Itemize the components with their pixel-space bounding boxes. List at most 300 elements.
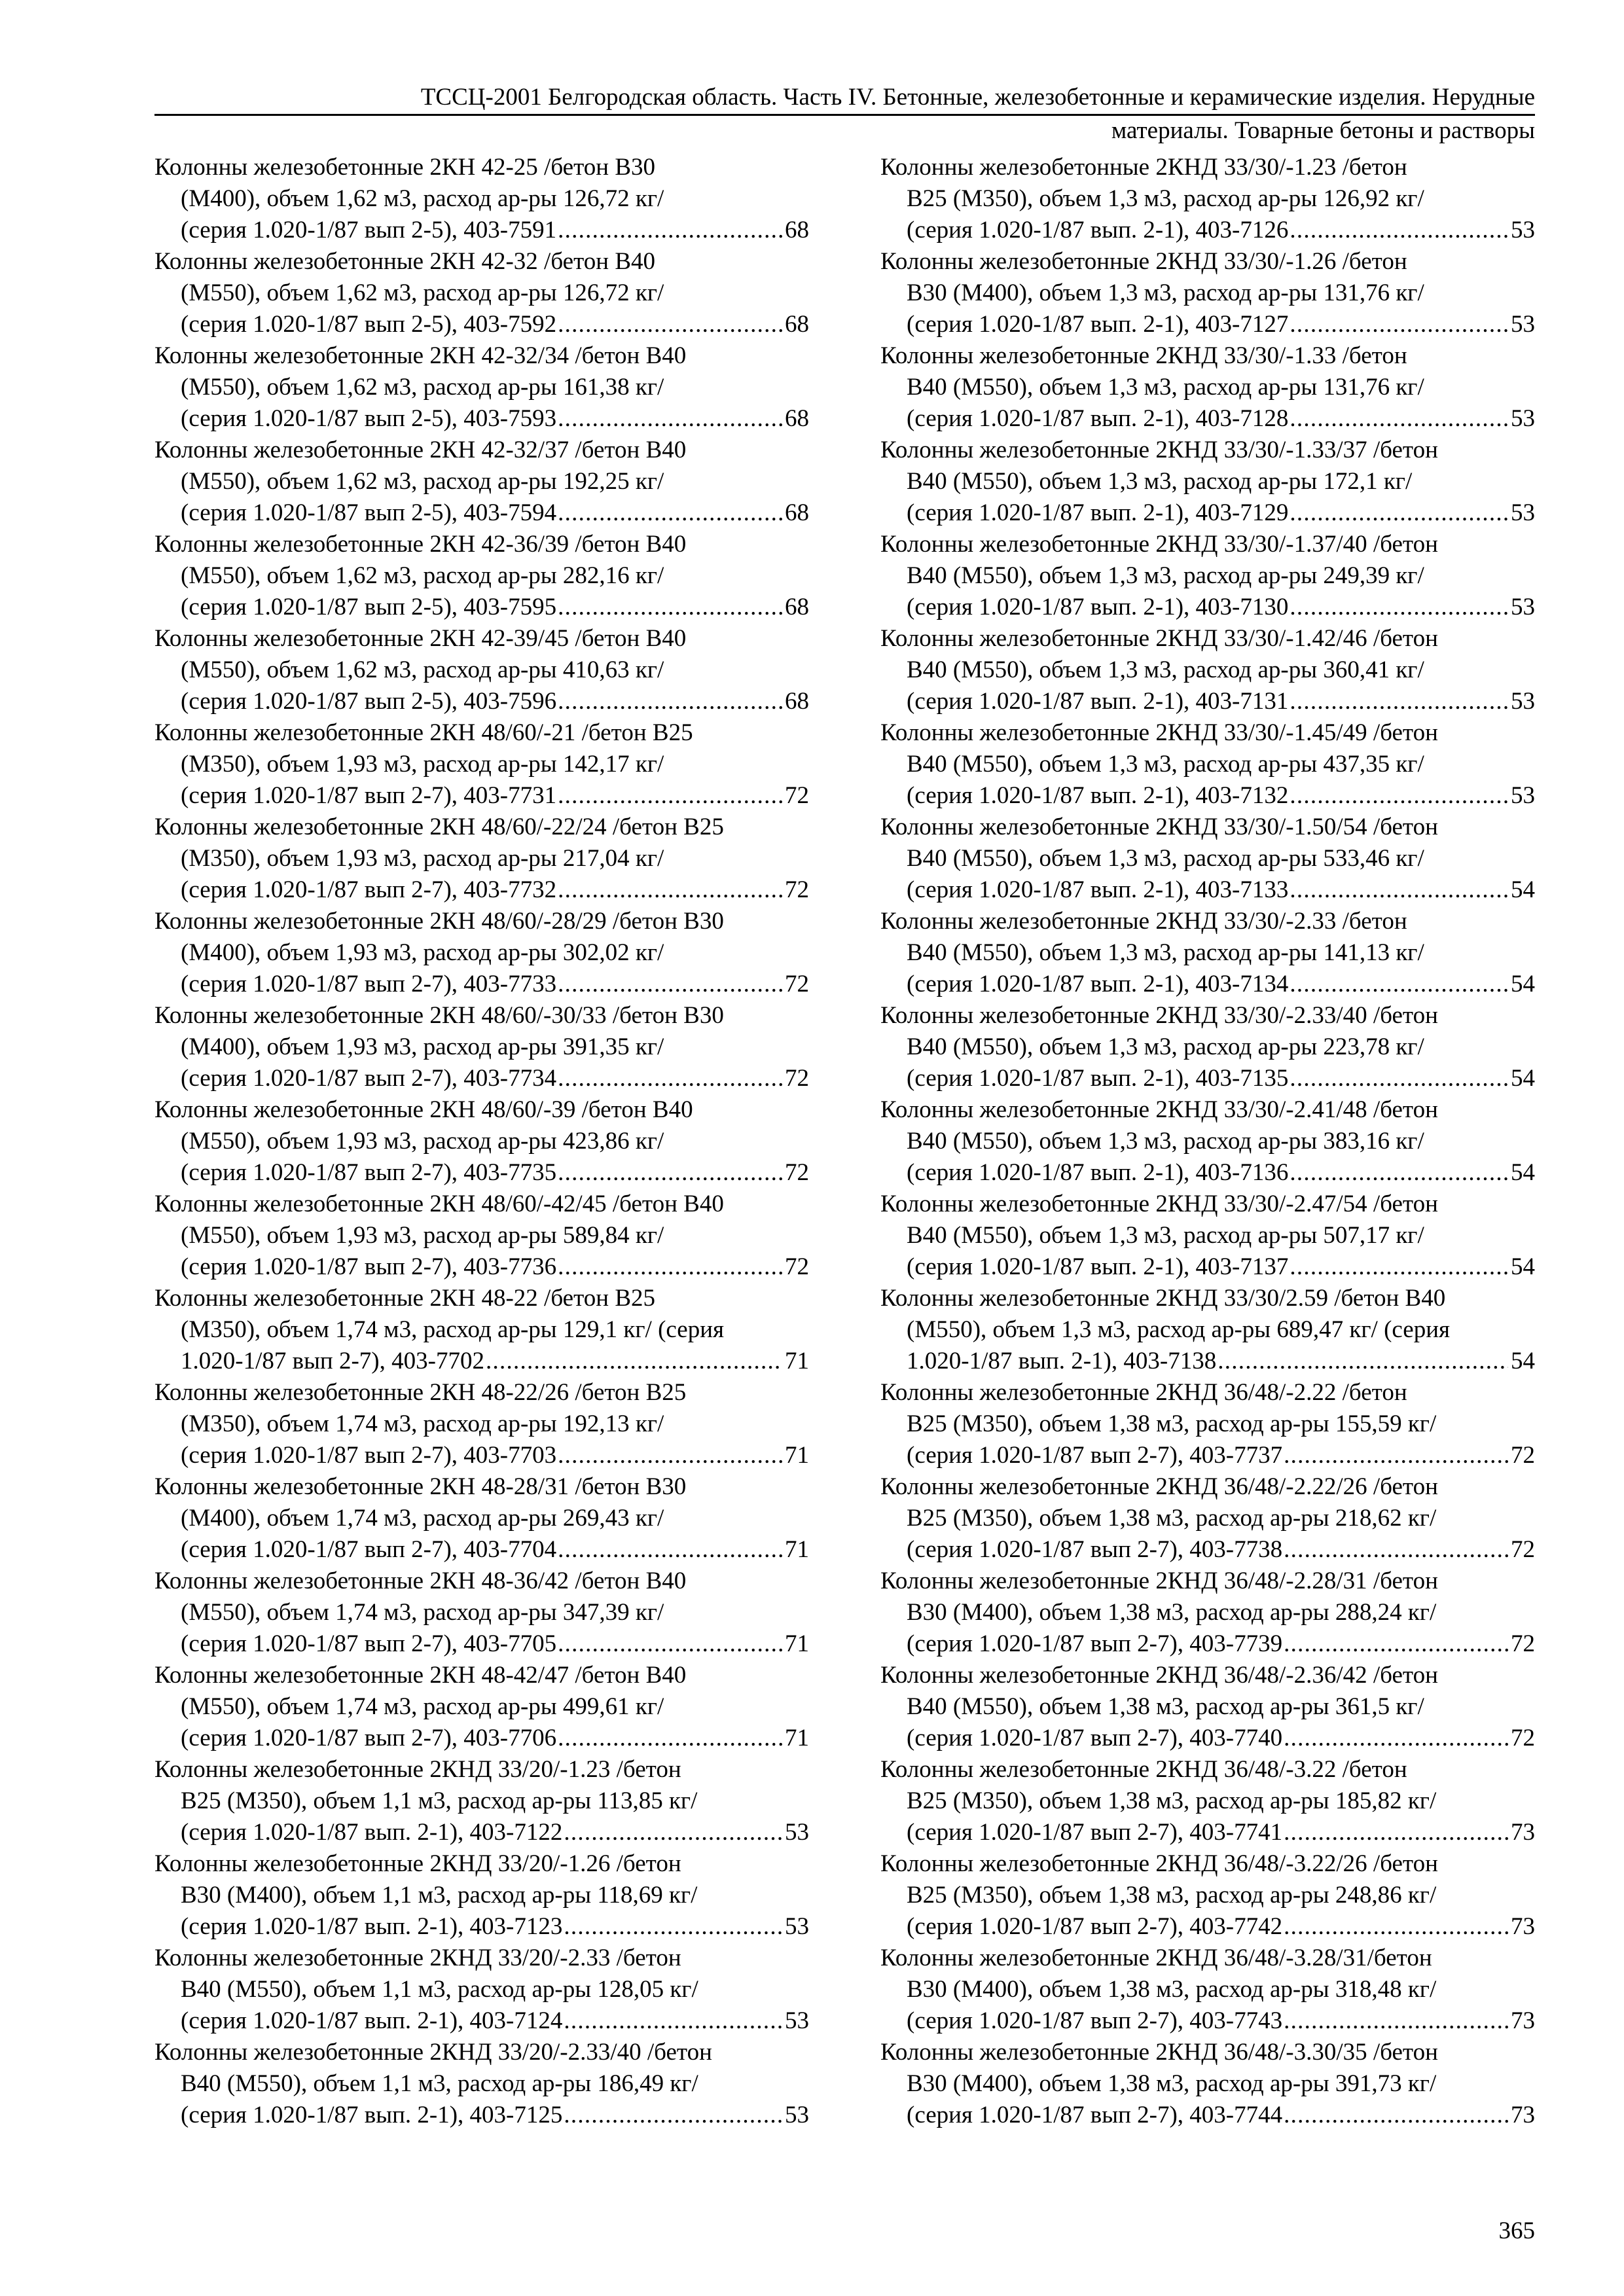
entry-details: (М550), объем 1,62 м3, расход ар-ры 161,38 кг/ [181,374,664,401]
entry-reference-line [880,1157,1535,1189]
dot-leader [558,874,782,906]
entry-reference: (серия 1.020-1/87 вып. 2-1), 403-7137 [907,1253,1289,1280]
dot-leader [558,309,782,340]
entry-details: В40 (М550), объем 1,3 м3, расход ар-ры 172,1 кг/ [907,468,1413,495]
entry-reference: (серия 1.020-1/87 вып 2-7), 403-7742 [907,1913,1283,1940]
entry-page-number[interactable]: 71 [785,1442,809,1469]
entry-details: В40 (М550), объем 1,1 м3, расход ар-ры 128,05 кг/ [181,1976,698,2003]
dot-leader [1284,1723,1508,1754]
entry-reference: (серия 1.020-1/87 вып 2-7), 403-7706 [181,1725,557,1751]
entry-title: Колонны железобетонные 2КНД 33/30/-2.33/40 /бетон [880,1002,1438,1029]
entry-reference: (серия 1.020-1/87 вып 2-7), 403-7744 [907,2102,1283,2128]
dot-leader [1284,1628,1508,1660]
entry-page-number[interactable]: 54 [1511,1159,1535,1186]
dot-leader [558,1251,782,1283]
entry-reference-line [154,1251,809,1283]
entry-title: Колонны железобетонные 2КНД 36/48/-2.36/42 /бетон [880,1662,1438,1689]
entry-title: Колонны железобетонные 2КНД 36/48/-2.28/31 /бетон [880,1568,1438,1594]
entry-reference: (серия 1.020-1/87 вып. 2-1), 403-7135 [907,1065,1289,1092]
dot-leader [558,403,782,435]
entry-details: В40 (М550), объем 1,3 м3, расход ар-ры 383,16 кг/ [907,1128,1424,1155]
entry-reference: (серия 1.020-1/87 вып. 2-1), 403-7123 [181,1913,563,1940]
entry-reference-line [154,592,809,623]
entry-reference: (серия 1.020-1/87 вып 2-7), 403-7738 [907,1536,1283,1563]
entry-reference: (серия 1.020-1/87 вып 2-5), 403-7591 [181,217,557,243]
dot-leader [1284,1440,1508,1471]
entry-reference-line [880,1911,1535,1943]
entry-details: (М400), объем 1,74 м3, расход ар-ры 269,43 кг/ [181,1505,664,1532]
dot-leader [1284,1817,1508,1848]
entry-reference-line [154,2005,809,2037]
dot-leader [1284,2005,1508,2037]
dot-leader [558,1628,782,1660]
entry-title: Колонны железобетонные 2КН 48-42/47 /бетон В40 [154,1662,687,1689]
dot-leader [558,1063,782,1094]
entry-title: Колонны железобетонные 2КНД 33/20/-1.23 /бетон [154,1756,681,1783]
dot-leader [486,1346,782,1377]
index-entry [154,435,809,529]
entry-title: Колонны железобетонные 2КН 48-28/31 /бетон В30 [154,1473,687,1500]
entry-page-number[interactable]: 72 [785,782,809,809]
index-entry [154,1283,809,1377]
entry-reference: (серия 1.020-1/87 вып 2-5), 403-7595 [181,594,557,620]
entry-page-number[interactable]: 68 [785,217,809,243]
entry-reference: (серия 1.020-1/87 вып 2-7), 403-7703 [181,1442,557,1469]
index-entry [154,623,809,717]
index-entry [880,1189,1535,1283]
index-entry [154,812,809,906]
entry-reference-line [880,969,1535,1000]
index-entry [154,1000,809,1094]
entry-page-number[interactable]: 72 [785,876,809,903]
entry-reference-line [154,1723,809,1754]
entry-reference-line [880,497,1535,529]
dot-leader [1290,1251,1508,1283]
index-entry [154,1189,809,1283]
entry-details: (М350), объем 1,93 м3, расход ар-ры 142,17 кг/ [181,751,664,778]
entry-reference: (серия 1.020-1/87 вып 2-7), 403-7741 [907,1819,1283,1846]
dot-leader [558,497,782,529]
entry-reference: (серия 1.020-1/87 вып 2-5), 403-7593 [181,405,557,432]
entry-title: Колонны железобетонные 2КНД 36/48/-2.22 /бетон [880,1379,1407,1406]
dot-leader [558,215,782,246]
dot-leader [558,780,782,812]
entry-details: (М550), объем 1,93 м3, расход ар-ры 423,86 кг/ [181,1128,664,1155]
entry-title: Колонны железобетонные 2КН 42-32/34 /бетон В40 [154,342,687,369]
entry-reference-line [154,780,809,812]
entry-details: В30 (М400), объем 1,38 м3, расход ар-ры 391,73 кг/ [907,2070,1437,2097]
entry-page-number[interactable]: 71 [785,1348,809,1374]
dot-leader [558,1723,782,1754]
running-header [154,82,1535,146]
entry-details: В40 (М550), объем 1,3 м3, расход ар-ры 507,17 кг/ [907,1222,1424,1249]
entry-title: Колонны железобетонные 2КНД 36/48/-3.22/26 /бетон [880,1850,1438,1877]
dot-leader [558,1534,782,1566]
entry-reference: (серия 1.020-1/87 вып 2-7), 403-7732 [181,876,557,903]
page-number: 365 [1498,2217,1535,2244]
index-entry [880,340,1535,435]
entry-title: Колонны железобетонные 2КНД 33/30/-1.50/54 /бетон [880,814,1438,840]
entry-details: (М550), объем 1,62 м3, расход ар-ры 410,63 кг/ [181,656,664,683]
entry-page-number[interactable]: 53 [1511,405,1535,432]
dot-leader [1290,497,1508,529]
dot-leader [1290,1157,1508,1189]
entry-details: (М550), объем 1,62 м3, расход ар-ры 282,16 кг/ [181,562,664,589]
entry-reference: 1.020-1/87 вып. 2-1), 403-7138 [907,1348,1217,1374]
entry-page-number[interactable]: 73 [1511,1819,1535,1846]
entry-reference-line [154,1063,809,1094]
entry-reference-line [154,2100,809,2131]
entry-reference-line [880,686,1535,717]
entry-title: Колонны железобетонные 2КНД 33/20/-1.26 /бетон [154,1850,681,1877]
index-entry [154,529,809,623]
entry-reference: (серия 1.020-1/87 вып. 2-1), 403-7127 [907,311,1289,338]
index-entry [880,1471,1535,1566]
index-entry [880,1283,1535,1377]
index-entry [154,1471,809,1566]
index-entry [880,246,1535,340]
dot-leader [564,2005,782,2037]
entry-title: Колонны железобетонные 2КНД 33/30/-1.45/49 /бетон [880,719,1438,746]
entry-title: Колонны железобетонные 2КН 42-25 /бетон В30 [154,154,656,181]
entry-reference-line [154,686,809,717]
index-entry [154,152,809,246]
entry-reference-line [880,1628,1535,1660]
entry-page-number[interactable]: 72 [1511,1442,1535,1469]
entry-page-number[interactable]: 71 [785,1725,809,1751]
entry-title: Колонны железобетонные 2КН 48/60/-42/45 /бетон В40 [154,1191,724,1217]
entry-page-number[interactable]: 53 [1511,311,1535,338]
entry-details: В40 (М550), объем 1,3 м3, расход ар-ры 533,46 кг/ [907,845,1424,872]
entry-title: Колонны железобетонные 2КН 42-39/45 /бетон В40 [154,625,687,652]
entry-reference: (серия 1.020-1/87 вып 2-5), 403-7594 [181,499,557,526]
index-entry [154,1754,809,1848]
entry-reference-line [880,403,1535,435]
entry-reference: (серия 1.020-1/87 вып 2-7), 403-7704 [181,1536,557,1563]
index-entry [880,717,1535,812]
index-entry [154,906,809,1000]
entry-page-number[interactable]: 53 [1511,499,1535,526]
entry-reference-line [880,309,1535,340]
entry-reference-line [154,497,809,529]
entry-title: Колонны железобетонные 2КНД 33/30/-1.37/40 /бетон [880,531,1438,558]
entry-reference-line [154,1628,809,1660]
entry-reference: (серия 1.020-1/87 вып. 2-1), 403-7132 [907,782,1289,809]
entry-reference-line [880,1346,1535,1377]
entry-reference-line [880,874,1535,906]
entry-details: В40 (М550), объем 1,3 м3, расход ар-ры 249,39 кг/ [907,562,1424,589]
entry-title: Колонны железобетонные 2КН 42-32/37 /бетон В40 [154,437,687,463]
entry-title: Колонны железобетонные 2КНД 36/48/-2.22/26 /бетон [880,1473,1438,1500]
entry-reference: (серия 1.020-1/87 вып. 2-1), 403-7131 [907,688,1289,715]
entry-page-number[interactable]: 72 [1511,1725,1535,1751]
entry-reference-line [154,969,809,1000]
entry-page-number[interactable]: 71 [785,1536,809,1563]
dot-leader [564,1817,782,1848]
entry-page-number[interactable]: 53 [1511,217,1535,243]
entry-reference-line [880,592,1535,623]
entry-reference-line [880,1251,1535,1283]
entry-page-number[interactable]: 72 [785,1159,809,1186]
entry-reference-line [880,1063,1535,1094]
entry-details: В40 (М550), объем 1,3 м3, расход ар-ры 437,35 кг/ [907,751,1424,778]
entry-title: Колонны железобетонные 2КН 48-22/26 /бетон В25 [154,1379,687,1406]
index-entry [880,1848,1535,1943]
entry-page-number[interactable]: 71 [785,1630,809,1657]
index-entry [154,340,809,435]
entry-title: Колонны железобетонные 2КНД 33/30/-1.42/46 /бетон [880,625,1438,652]
entry-title: Колонны железобетонные 2КНД 33/20/-2.33/40 /бетон [154,2039,712,2066]
index-entry [880,1754,1535,1848]
entry-page-number[interactable]: 53 [785,1913,809,1940]
index-entry [880,435,1535,529]
dot-leader [1290,309,1508,340]
entry-reference: (серия 1.020-1/87 вып. 2-1), 403-7126 [907,217,1289,243]
dot-leader [558,686,782,717]
entry-reference: (серия 1.020-1/87 вып 2-7), 403-7735 [181,1159,557,1186]
entry-details: В25 (М350), объем 1,1 м3, расход ар-ры 113,85 кг/ [181,1787,698,1814]
entry-page-number[interactable]: 68 [785,499,809,526]
entry-details: В25 (М350), объем 1,38 м3, расход ар-ры 155,59 кг/ [907,1410,1437,1437]
entry-details: В25 (М350), объем 1,38 м3, расход ар-ры 248,86 кг/ [907,1882,1437,1909]
entry-page-number[interactable]: 54 [1511,1348,1535,1374]
entry-title: Колонны железобетонные 2КН 42-32 /бетон В40 [154,248,656,275]
entry-title: Колонны железобетонные 2КН 42-36/39 /бетон В40 [154,531,687,558]
entry-details: (М550), объем 1,3 м3, расход ар-ры 689,47 кг/ (серия [907,1316,1451,1343]
entry-details: (М550), объем 1,74 м3, расход ар-ры 499,61 кг/ [181,1693,664,1720]
entry-details: (М550), объем 1,62 м3, расход ар-ры 126,72 кг/ [181,279,664,306]
index-entry [154,1848,809,1943]
entry-details: В40 (М550), объем 1,3 м3, расход ар-ры 360,41 кг/ [907,656,1424,683]
entry-title: Колонны железобетонные 2КН 48-22 /бетон В25 [154,1285,656,1312]
entry-details: В30 (М400), объем 1,38 м3, расход ар-ры 318,48 кг/ [907,1976,1437,2003]
entry-page-number[interactable]: 72 [1511,1536,1535,1563]
entry-page-number[interactable]: 53 [1511,594,1535,620]
entry-title: Колонны железобетонные 2КНД 33/30/-1.33/37 /бетон [880,437,1438,463]
dot-leader [1290,592,1508,623]
index-entry [880,1943,1535,2037]
entry-page-number[interactable]: 68 [785,688,809,715]
entry-details: В40 (М550), объем 1,38 м3, расход ар-ры 361,5 кг/ [907,1693,1424,1720]
entry-title: Колонны железобетонные 2КН 48/60/-21 /бетон В25 [154,719,693,746]
entry-details: (М400), объем 1,93 м3, расход ар-ры 302,02 кг/ [181,939,664,966]
dot-leader [1284,1534,1508,1566]
entry-reference: (серия 1.020-1/87 вып. 2-1), 403-7130 [907,594,1289,620]
entry-details: В40 (М550), объем 1,1 м3, расход ар-ры 186,49 кг/ [181,2070,698,2097]
dot-leader [1290,403,1508,435]
entry-reference: 1.020-1/87 вып 2-7), 403-7702 [181,1348,484,1374]
entry-reference: (серия 1.020-1/87 вып 2-5), 403-7592 [181,311,557,338]
entry-page-number[interactable]: 53 [1511,782,1535,809]
entry-details: В40 (М550), объем 1,3 м3, расход ар-ры 141,13 кг/ [907,939,1424,966]
entry-reference: (серия 1.020-1/87 вып. 2-1), 403-7134 [907,971,1289,997]
entry-title: Колонны железобетонные 2КНД 33/30/-1.26 /бетон [880,248,1407,275]
entry-title: Колонны железобетонные 2КНД 33/30/-2.41/48 /бетон [880,1096,1438,1123]
entry-reference: (серия 1.020-1/87 вып 2-7), 403-7737 [907,1442,1283,1469]
entry-details: В25 (М350), объем 1,3 м3, расход ар-ры 126,92 кг/ [907,185,1424,212]
entry-page-number[interactable]: 73 [1511,2007,1535,2034]
entry-reference-line [880,780,1535,812]
entry-title: Колонны железобетонные 2КНД 33/30/-1.23 /бетон [880,154,1407,181]
entry-details: (М400), объем 1,93 м3, расход ар-ры 391,35 кг/ [181,1033,664,1060]
entry-details: В30 (М400), объем 1,1 м3, расход ар-ры 118,69 кг/ [181,1882,698,1909]
entry-page-number[interactable]: 72 [785,971,809,997]
dot-leader [1290,686,1508,717]
entry-title: Колонны железобетонные 2КНД 33/30/-1.33 /бетон [880,342,1407,369]
entry-title: Колонны железобетонные 2КНД 36/48/-3.22 /бетон [880,1756,1407,1783]
index-entry [880,1660,1535,1754]
index-entry [154,2037,809,2131]
header-title-line2: материалы. Товарные бетоны и растворы [1111,117,1535,144]
entry-details: В25 (М350), объем 1,38 м3, расход ар-ры 218,62 кг/ [907,1505,1437,1532]
entry-reference-line [880,1440,1535,1471]
entry-reference-line [880,2100,1535,2131]
entry-page-number[interactable]: 54 [1511,971,1535,997]
entry-reference-line [154,1346,809,1377]
entry-details: В30 (М400), объем 1,38 м3, расход ар-ры 288,24 кг/ [907,1599,1437,1626]
dot-leader [1290,780,1508,812]
entry-reference: (серия 1.020-1/87 вып. 2-1), 403-7133 [907,876,1289,903]
dot-leader [558,1157,782,1189]
entry-reference-line [880,2005,1535,2037]
entry-page-number[interactable]: 53 [785,2102,809,2128]
entry-page-number[interactable]: 72 [785,1253,809,1280]
entry-reference-line [154,1817,809,1848]
right-column [880,152,1535,2131]
entry-details: В40 (М550), объем 1,3 м3, расход ар-ры 131,76 кг/ [907,374,1424,401]
entry-page-number[interactable]: 68 [785,311,809,338]
dot-leader [1284,1911,1508,1943]
entry-title: Колонны железобетонные 2КНД 36/48/-3.28/31/бетон [880,1945,1432,1971]
dot-leader [1284,2100,1508,2131]
entry-title: Колонны железобетонные 2КНД 33/20/-2.33 /бетон [154,1945,681,1971]
entry-title: Колонны железобетонные 2КН 48-36/42 /бетон В40 [154,1568,687,1594]
entry-reference: (серия 1.020-1/87 вып 2-7), 403-7734 [181,1065,557,1092]
entry-details: (М350), объем 1,74 м3, расход ар-ры 129,1 кг/ (серия [181,1316,725,1343]
entry-title: Колонны железобетонные 2КН 48/60/-28/29 /бетон В30 [154,908,724,935]
entry-reference-line [154,1440,809,1471]
entry-details: (М550), объем 1,62 м3, расход ар-ры 192,25 кг/ [181,468,664,495]
entry-reference-line [154,1534,809,1566]
entry-reference: (серия 1.020-1/87 вып. 2-1), 403-7128 [907,405,1289,432]
dot-leader [558,592,782,623]
index-entry [880,1094,1535,1189]
dot-leader [1290,1063,1508,1094]
index-entry [880,623,1535,717]
index-entry [880,1566,1535,1660]
entry-reference: (серия 1.020-1/87 вып 2-7), 403-7733 [181,971,557,997]
entry-reference: (серия 1.020-1/87 вып 2-7), 403-7739 [907,1630,1283,1657]
entry-reference-line [154,1911,809,1943]
entry-page-number[interactable]: 72 [1511,1630,1535,1657]
dot-leader [558,1440,782,1471]
entry-page-number[interactable]: 68 [785,594,809,620]
entry-reference-line [880,1723,1535,1754]
entry-reference-line [880,1817,1535,1848]
entry-details: В40 (М550), объем 1,3 м3, расход ар-ры 223,78 кг/ [907,1033,1424,1060]
entry-reference-line [154,874,809,906]
index-entry [154,1377,809,1471]
entry-reference: (серия 1.020-1/87 вып. 2-1), 403-7124 [181,2007,563,2034]
dot-leader [1290,969,1508,1000]
entry-details: (М350), объем 1,93 м3, расход ар-ры 217,04 кг/ [181,845,664,872]
index-entry [880,906,1535,1000]
entry-reference-line [880,215,1535,246]
entry-reference: (серия 1.020-1/87 вып 2-7), 403-7740 [907,1725,1283,1751]
entry-reference: (серия 1.020-1/87 вып 2-7), 403-7705 [181,1630,557,1657]
entry-title: Колонны железобетонные 2КН 48/60/-30/33 /бетон В30 [154,1002,724,1029]
entry-page-number[interactable]: 53 [785,1819,809,1846]
entry-details: (М550), объем 1,74 м3, расход ар-ры 347,39 кг/ [181,1599,664,1626]
entry-page-number[interactable]: 54 [1511,1065,1535,1092]
entry-reference: (серия 1.020-1/87 вып. 2-1), 403-7129 [907,499,1289,526]
index-entry [880,152,1535,246]
entry-reference: (серия 1.020-1/87 вып. 2-1), 403-7122 [181,1819,563,1846]
entry-reference-line [154,403,809,435]
entry-page-number[interactable]: 73 [1511,1913,1535,1940]
entry-page-number[interactable]: 53 [785,2007,809,2034]
entry-page-number[interactable]: 72 [785,1065,809,1092]
entry-reference: (серия 1.020-1/87 вып 2-7), 403-7731 [181,782,557,809]
index-entry [154,246,809,340]
index-entry [880,1377,1535,1471]
dot-leader [564,1911,782,1943]
entry-page-number[interactable]: 73 [1511,2102,1535,2128]
index-entry [154,1660,809,1754]
dot-leader [558,969,782,1000]
index-entry [880,2037,1535,2131]
entry-title: Колонны железобетонные 2КН 48/60/-39 /бетон В40 [154,1096,693,1123]
left-column [154,152,809,2131]
index-entry [880,1000,1535,1094]
entry-title: Колонны железобетонные 2КНД 36/48/-3.30/35 /бетон [880,2039,1438,2066]
dot-leader [1218,1346,1508,1377]
entry-page-number[interactable]: 68 [785,405,809,432]
entry-reference-line [154,1157,809,1189]
entry-reference-line [880,1534,1535,1566]
dot-leader [564,2100,782,2131]
entry-details: (М400), объем 1,62 м3, расход ар-ры 126,72 кг/ [181,185,664,212]
entry-page-number[interactable]: 54 [1511,876,1535,903]
entry-reference: (серия 1.020-1/87 вып. 2-1), 403-7136 [907,1159,1289,1186]
header-title-line1: ТССЦ-2001 Белгородская область. Часть IV. Бетонные, железобетонные и керамические изделия. Нерудные [154,82,1535,116]
index-columns [154,152,1535,2131]
entry-reference: (серия 1.020-1/87 вып 2-7), 403-7736 [181,1253,557,1280]
entry-reference: (серия 1.020-1/87 вып 2-7), 403-7743 [907,2007,1283,2034]
entry-details: (М550), объем 1,93 м3, расход ар-ры 589,84 кг/ [181,1222,664,1249]
entry-reference-line [154,215,809,246]
entry-details: В25 (М350), объем 1,38 м3, расход ар-ры 185,82 кг/ [907,1787,1437,1814]
index-entry [880,812,1535,906]
entry-title: Колонны железобетонные 2КНД 33/30/-2.47/54 /бетон [880,1191,1438,1217]
index-entry [154,717,809,812]
index-entry [880,529,1535,623]
entry-title: Колонны железобетонные 2КНД 33/30/-2.33 /бетон [880,908,1407,935]
entry-page-number[interactable]: 53 [1511,688,1535,715]
dot-leader [1290,874,1508,906]
index-entry [154,1094,809,1189]
entry-reference: (серия 1.020-1/87 вып. 2-1), 403-7125 [181,2102,563,2128]
entry-title: Колонны железобетонные 2КН 48/60/-22/24 /бетон В25 [154,814,724,840]
entry-reference-line [154,309,809,340]
entry-reference: (серия 1.020-1/87 вып 2-5), 403-7596 [181,688,557,715]
entry-title: Колонны железобетонные 2КНД 33/30/2.59 /бетон В40 [880,1285,1446,1312]
index-entry [154,1943,809,2037]
entry-page-number[interactable]: 54 [1511,1253,1535,1280]
index-entry [154,1566,809,1660]
entry-details: В30 (М400), объем 1,3 м3, расход ар-ры 131,76 кг/ [907,279,1424,306]
entry-details: (М350), объем 1,74 м3, расход ар-ры 192,13 кг/ [181,1410,664,1437]
